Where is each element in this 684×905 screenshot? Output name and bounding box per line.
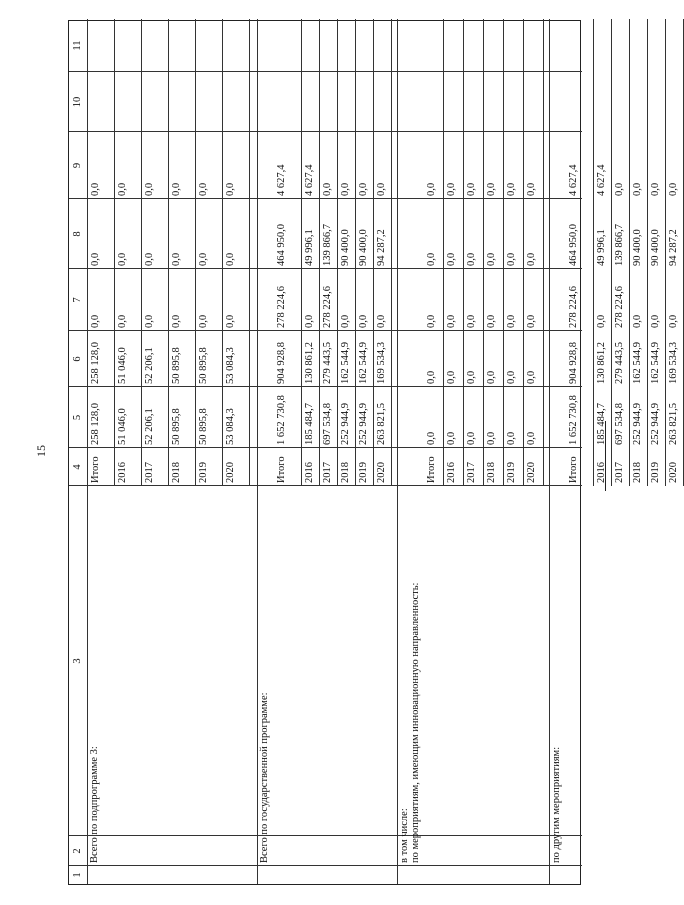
table-cell: 2020 <box>526 462 537 483</box>
row-divider <box>114 19 115 486</box>
column-divider <box>69 198 582 199</box>
row-divider <box>391 19 392 486</box>
table-cell: 52 206,1 <box>144 408 155 445</box>
table-cell: 0,0 <box>506 252 517 266</box>
table-cell: 2016 <box>446 462 457 483</box>
table-cell: 162 544,9 <box>632 342 643 384</box>
row-divider <box>301 19 302 486</box>
table-cell: 2019 <box>650 462 661 483</box>
table-cell: 904 928,8 <box>568 342 579 384</box>
column-number-6: 6 <box>72 356 83 362</box>
table-cell: 0,0 <box>426 252 437 266</box>
table-cell: 50 895,8 <box>171 408 182 445</box>
table-cell: 0,0 <box>526 431 537 445</box>
row-divider <box>593 19 594 486</box>
column-divider <box>69 865 582 866</box>
table-cell: 279 443,5 <box>614 342 625 384</box>
table-cell: 0,0 <box>144 182 155 196</box>
table-cell: 0,0 <box>198 314 209 328</box>
table-cell: Итого <box>426 456 437 483</box>
table-cell: 2016 <box>304 462 315 483</box>
table-cell: 4 627,4 <box>596 164 607 196</box>
table-cell: 258 128,0 <box>90 403 101 445</box>
table-cell: 94 287,2 <box>668 229 679 266</box>
table-cell: 0,0 <box>225 182 236 196</box>
table-cell: 0,0 <box>526 314 537 328</box>
table-cell: 2020 <box>376 462 387 483</box>
table-cell: 2018 <box>632 462 643 483</box>
table-cell: 90 400,0 <box>632 229 643 266</box>
table-cell: 0,0 <box>90 252 101 266</box>
table-cell: 0,0 <box>171 252 182 266</box>
table-cell: 1 652 730,8 <box>568 395 579 445</box>
row-divider <box>355 19 356 486</box>
section-divider <box>397 19 398 884</box>
table-cell: 0,0 <box>117 182 128 196</box>
table-cell: 2020 <box>668 462 679 483</box>
table-cell: 279 443,5 <box>322 342 333 384</box>
section-label: Всего по государственной программе: <box>259 692 270 863</box>
column-number-1: 1 <box>72 872 83 878</box>
table-cell: 0,0 <box>446 431 457 445</box>
table-cell: 0,0 <box>225 252 236 266</box>
table-cell: 0,0 <box>376 182 387 196</box>
table-cell: 0,0 <box>144 314 155 328</box>
table-cell: 139 866,7 <box>614 224 625 266</box>
table-cell: 2020 <box>225 462 236 483</box>
section-label: по другим мероприятиям: <box>551 746 562 863</box>
section-label: в том числе: <box>399 808 410 863</box>
table-cell: 0,0 <box>446 182 457 196</box>
table-cell: 0,0 <box>632 182 643 196</box>
table-cell: 0,0 <box>506 431 517 445</box>
table-cell: 2016 <box>596 462 607 483</box>
table-cell: 0,0 <box>650 182 661 196</box>
table-cell: Итого <box>90 456 101 483</box>
table-cell: 0,0 <box>90 182 101 196</box>
table-cell: 0,0 <box>614 182 625 196</box>
table-cell: 2019 <box>506 462 517 483</box>
table-cell: 0,0 <box>650 314 661 328</box>
row-divider <box>249 19 250 486</box>
table-cell: 0,0 <box>117 252 128 266</box>
budget-table <box>68 20 679 885</box>
table-cell: 2017 <box>144 462 155 483</box>
table-cell: 0,0 <box>171 182 182 196</box>
table-cell: 0,0 <box>466 370 477 384</box>
table-cell: 2017 <box>466 462 477 483</box>
section-label: Всего по подпрограмме 3: <box>89 746 100 863</box>
table-cell: 252 944,9 <box>358 403 369 445</box>
table-cell: 0,0 <box>340 314 351 328</box>
table-cell: 51 046,0 <box>117 347 128 384</box>
table-cell: 0,0 <box>198 182 209 196</box>
table-cell: 0,0 <box>446 370 457 384</box>
table-cell: 0,0 <box>596 314 607 328</box>
table-cell: 258 128,0 <box>90 342 101 384</box>
table-cell: 2019 <box>358 462 369 483</box>
table-cell: 278 224,6 <box>276 286 287 328</box>
table-cell: 263 821,5 <box>668 403 679 445</box>
table-cell: 464 950,0 <box>276 224 287 266</box>
column-divider <box>69 71 582 72</box>
section-sublabel: по мероприятиям, имеющим инновационную направленность: <box>410 582 421 863</box>
table-cell: 0,0 <box>446 252 457 266</box>
table-cell: 50 895,8 <box>198 347 209 384</box>
table-cell: 139 866,7 <box>322 224 333 266</box>
column-divider <box>69 131 582 132</box>
table-cell: 0,0 <box>486 182 497 196</box>
row-divider <box>373 19 374 486</box>
table-cell: 263 821,5 <box>376 403 387 445</box>
row-divider <box>319 19 320 486</box>
column-number-11: 11 <box>72 40 83 51</box>
table-cell: 697 534,8 <box>322 403 333 445</box>
column-number-5: 5 <box>72 414 83 421</box>
table-cell: 278 224,6 <box>614 286 625 328</box>
table-cell: Итого <box>568 456 579 483</box>
column-number-4: 4 <box>72 464 83 470</box>
table-cell: 464 950,0 <box>568 224 579 266</box>
table-cell: 2017 <box>614 462 625 483</box>
table-cell: 2019 <box>198 462 209 483</box>
table-cell: 0,0 <box>358 182 369 196</box>
table-cell: 2018 <box>340 462 351 483</box>
table-cell: 252 944,9 <box>632 403 643 445</box>
column-divider <box>69 330 582 331</box>
table-cell: 0,0 <box>506 370 517 384</box>
table-cell: 0,0 <box>526 182 537 196</box>
table-cell: 52 206,1 <box>144 347 155 384</box>
table-cell: 904 928,8 <box>276 342 287 384</box>
page-number: 15 <box>34 445 48 457</box>
row-divider <box>665 19 666 486</box>
table-cell: 185 484,7 <box>304 403 315 445</box>
row-divider <box>222 19 223 486</box>
table-cell: 0,0 <box>144 252 155 266</box>
section-divider <box>549 19 550 884</box>
column-number-8: 8 <box>72 231 83 237</box>
column-number-2: 2 <box>72 848 83 854</box>
column-number-10: 10 <box>72 96 83 108</box>
header-divider <box>87 19 88 884</box>
table-cell: 162 544,9 <box>650 342 661 384</box>
row-divider <box>141 19 142 486</box>
footer-separator <box>605 421 606 491</box>
table-cell: 0,0 <box>486 431 497 445</box>
table-cell: 49 996,1 <box>596 229 607 266</box>
table-cell: 0,0 <box>506 314 517 328</box>
table-cell: 252 944,9 <box>340 403 351 445</box>
row-divider <box>523 19 524 486</box>
row-divider <box>443 19 444 486</box>
table-cell: 0,0 <box>526 370 537 384</box>
table-cell: 0,0 <box>358 314 369 328</box>
column-divider <box>69 386 582 387</box>
table-cell: 2016 <box>117 462 128 483</box>
table-cell: 130 861,2 <box>596 342 607 384</box>
table-cell: 53 084,3 <box>225 408 236 445</box>
table-cell: 162 544,9 <box>358 342 369 384</box>
column-number-9: 9 <box>72 162 83 169</box>
table-cell: 90 400,0 <box>650 229 661 266</box>
table-cell: 0,0 <box>466 314 477 328</box>
table-cell: 0,0 <box>304 314 315 328</box>
table-cell: 278 224,6 <box>322 286 333 328</box>
table-cell: 4 627,4 <box>568 164 579 196</box>
table-cell: 0,0 <box>426 314 437 328</box>
table-cell: 0,0 <box>526 252 537 266</box>
column-number-3: 3 <box>72 658 83 664</box>
section-divider <box>257 19 258 884</box>
table-cell: 697 534,8 <box>614 403 625 445</box>
table-cell: 0,0 <box>376 314 387 328</box>
table-cell: 0,0 <box>506 182 517 196</box>
row-divider <box>168 19 169 486</box>
table-cell: 0,0 <box>90 314 101 328</box>
table-cell: 49 996,1 <box>304 229 315 266</box>
table-cell: 278 224,6 <box>568 286 579 328</box>
row-divider <box>611 19 612 486</box>
table-cell: 94 287,2 <box>376 229 387 266</box>
table-cell: 130 861,2 <box>304 342 315 384</box>
table-cell: 1 652 730,8 <box>276 395 287 445</box>
table-cell: 51 046,0 <box>117 408 128 445</box>
column-number-7: 7 <box>72 297 83 303</box>
row-divider <box>337 19 338 486</box>
row-divider <box>647 19 648 486</box>
table-cell: 2017 <box>322 462 333 483</box>
row-divider <box>483 19 484 486</box>
table-cell: 0,0 <box>446 314 457 328</box>
table-cell: 0,0 <box>426 182 437 196</box>
column-divider <box>69 835 582 836</box>
table-cell: 0,0 <box>340 182 351 196</box>
row-divider <box>195 19 196 486</box>
table-cell: 0,0 <box>426 370 437 384</box>
table-cell: 2018 <box>171 462 182 483</box>
table-cell: 0,0 <box>466 252 477 266</box>
table-cell: 0,0 <box>486 314 497 328</box>
table-cell: 169 534,3 <box>376 342 387 384</box>
table-cell: Итого <box>276 456 287 483</box>
table-cell: 4 627,4 <box>304 164 315 196</box>
table-cell: 0,0 <box>426 431 437 445</box>
table-cell: 0,0 <box>466 431 477 445</box>
table-cell: 252 944,9 <box>650 403 661 445</box>
table-cell: 2018 <box>486 462 497 483</box>
table-cell: 0,0 <box>117 314 128 328</box>
table-cell: 0,0 <box>322 182 333 196</box>
column-divider <box>69 485 582 486</box>
table-cell: 0,0 <box>632 314 643 328</box>
row-divider <box>503 19 504 486</box>
table-cell: 169 534,3 <box>668 342 679 384</box>
row-divider <box>629 19 630 486</box>
table-cell: 4 627,4 <box>276 164 287 196</box>
row-divider <box>543 19 544 486</box>
column-divider <box>69 268 582 269</box>
table-cell: 90 400,0 <box>358 229 369 266</box>
table-cell: 162 544,9 <box>340 342 351 384</box>
table-cell: 0,0 <box>225 314 236 328</box>
table-cell: 50 895,8 <box>171 347 182 384</box>
table-cell: 53 084,3 <box>225 347 236 384</box>
table-cell: 90 400,0 <box>340 229 351 266</box>
column-divider <box>69 447 582 448</box>
row-divider <box>463 19 464 486</box>
table-cell: 0,0 <box>668 182 679 196</box>
table-cell: 0,0 <box>466 182 477 196</box>
table-cell: 0,0 <box>198 252 209 266</box>
table-cell: 0,0 <box>171 314 182 328</box>
table-cell: 185 484,7 <box>596 403 607 445</box>
table-cell: 0,0 <box>486 370 497 384</box>
table-cell: 50 895,8 <box>198 408 209 445</box>
table-cell: 0,0 <box>668 314 679 328</box>
table-cell: 0,0 <box>486 252 497 266</box>
